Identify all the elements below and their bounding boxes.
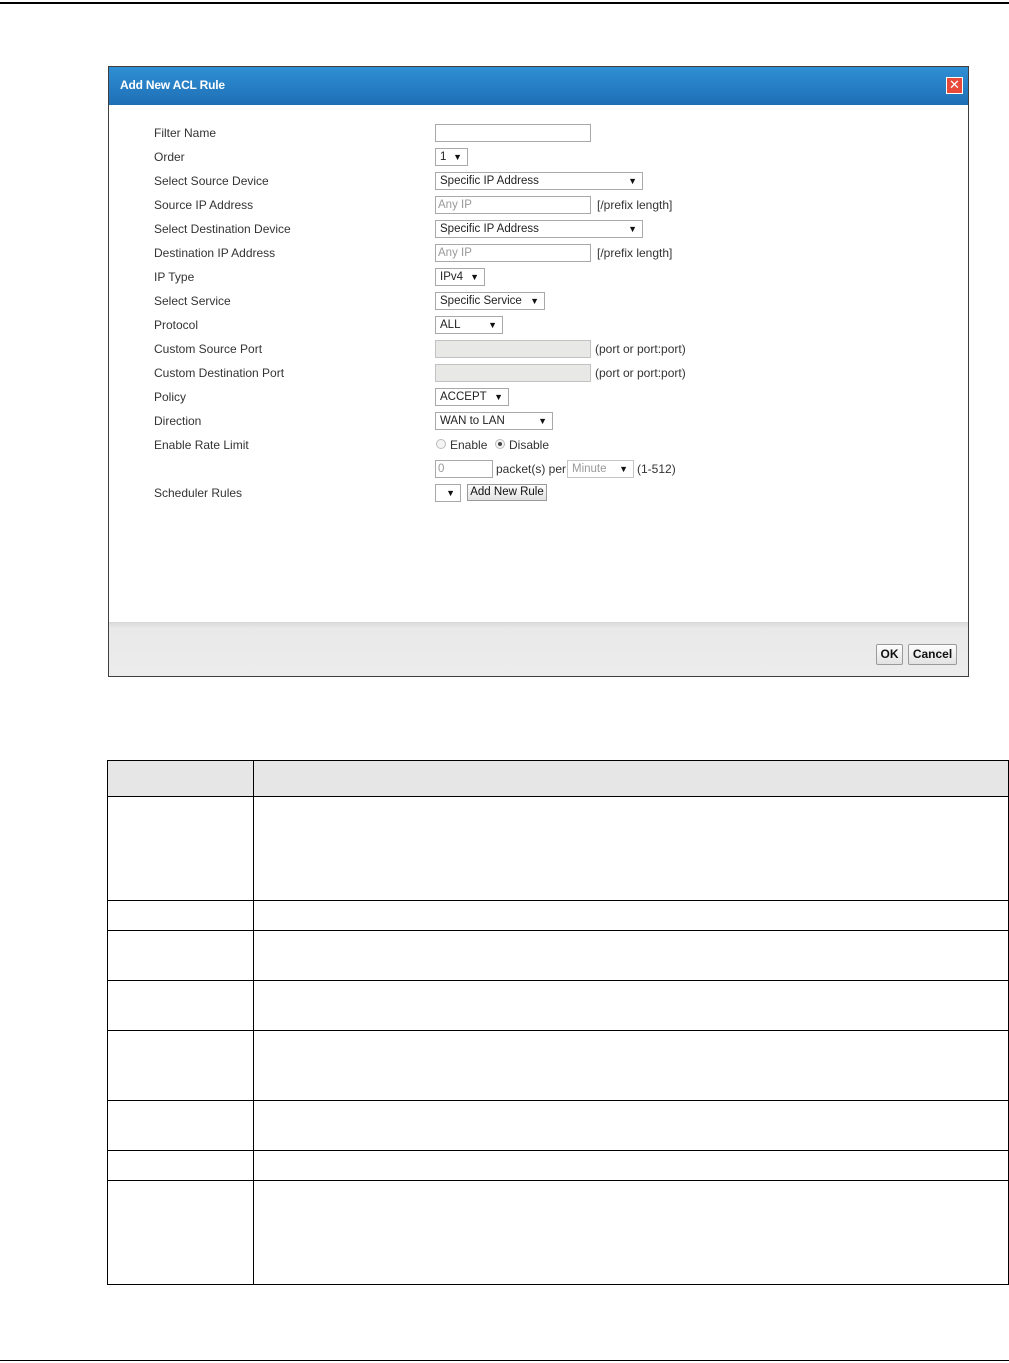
- chevron-down-icon: ▼: [628, 176, 637, 186]
- chevron-down-icon: ▼: [494, 392, 503, 402]
- chevron-down-icon: ▼: [453, 152, 462, 162]
- order-value: 1: [440, 151, 447, 163]
- dest-device-select[interactable]: [435, 220, 643, 238]
- rate-limit-enable-radio[interactable]: [436, 439, 446, 449]
- source-device-select[interactable]: [435, 172, 643, 190]
- cancel-button[interactable]: Cancel: [908, 644, 957, 665]
- table-row-divider: [108, 980, 1008, 981]
- custom-dest-port-input[interactable]: [435, 364, 591, 382]
- filter-name-label: Filter Name: [154, 126, 217, 140]
- custom-dest-port-hint: (port or port:port): [595, 366, 686, 380]
- direction-value: WAN to LAN: [440, 415, 505, 427]
- rate-limit-label: Enable Rate Limit: [154, 438, 249, 452]
- ok-button[interactable]: OK: [876, 644, 903, 665]
- rate-limit-disable-radio[interactable]: [495, 439, 505, 449]
- dest-ip-input[interactable]: Any IP: [435, 244, 591, 262]
- custom-dest-port-label: Custom Destination Port: [154, 366, 285, 380]
- direction-select[interactable]: [435, 412, 553, 430]
- dest-ip-label: Destination IP Address: [154, 246, 276, 260]
- chevron-down-icon: ▼: [488, 320, 497, 330]
- add-new-rule-button[interactable]: Add New Rule: [467, 484, 547, 501]
- table-row-divider: [108, 1180, 1008, 1181]
- rate-limit-disable-label: Disable: [509, 438, 550, 452]
- dialog-title-bar: [109, 67, 968, 105]
- page-top-rule: [0, 2, 1009, 4]
- ip-type-label: IP Type: [154, 270, 195, 284]
- chevron-down-icon: ▼: [619, 464, 628, 474]
- protocol-label: Protocol: [154, 318, 199, 332]
- protocol-value: ALL: [440, 319, 461, 331]
- dest-device-label: Select Destination Device: [154, 222, 291, 236]
- rate-packets-input[interactable]: 0: [435, 460, 493, 478]
- service-value: Specific Service: [440, 295, 522, 307]
- dialog-body: [109, 105, 968, 622]
- scheduler-label: Scheduler Rules: [154, 486, 243, 500]
- rate-unit-value: Minute: [572, 463, 607, 475]
- direction-label: Direction: [154, 414, 202, 428]
- source-device-value: Specific IP Address: [440, 175, 539, 187]
- dialog-footer: [109, 622, 968, 676]
- dest-device-value: Specific IP Address: [440, 223, 539, 235]
- policy-value: ACCEPT: [440, 391, 487, 403]
- policy-select[interactable]: [435, 388, 509, 406]
- rate-unit-select[interactable]: [567, 460, 634, 478]
- chevron-down-icon: ▼: [538, 416, 547, 426]
- policy-label: Policy: [154, 390, 187, 404]
- table-row-divider: [108, 1100, 1008, 1101]
- dialog-title: Add New ACL Rule: [120, 78, 225, 92]
- custom-source-port-input[interactable]: [435, 340, 591, 358]
- custom-source-port-label: Custom Source Port: [154, 342, 263, 356]
- table-column-divider: [253, 761, 254, 1284]
- service-select[interactable]: [435, 292, 545, 310]
- chevron-down-icon: ▼: [446, 488, 455, 498]
- source-ip-hint: [/prefix length]: [597, 198, 673, 212]
- close-icon[interactable]: ✕: [946, 77, 963, 94]
- scheduler-select[interactable]: [435, 484, 461, 502]
- dest-ip-hint: [/prefix length]: [597, 246, 673, 260]
- table-row-divider: [108, 1030, 1008, 1031]
- table-row-divider: [108, 900, 1008, 901]
- order-label: Order: [154, 150, 185, 164]
- source-device-label: Select Source Device: [154, 174, 269, 188]
- service-label: Select Service: [154, 294, 231, 308]
- table-header: [108, 761, 1008, 797]
- add-acl-rule-dialog: [108, 66, 969, 677]
- page-bottom-rule: [0, 1360, 1009, 1361]
- chevron-down-icon: ▼: [470, 272, 479, 282]
- order-select[interactable]: [435, 148, 468, 166]
- ip-type-select[interactable]: [435, 268, 485, 286]
- filter-name-input[interactable]: [435, 124, 591, 142]
- rate-range-text: (1-512): [637, 462, 676, 476]
- rate-packets-text: packet(s) per: [496, 462, 567, 476]
- custom-source-port-hint: (port or port:port): [595, 342, 686, 356]
- source-ip-label: Source IP Address: [154, 198, 254, 212]
- table-row-divider: [108, 930, 1008, 931]
- table-row-divider: [108, 1150, 1008, 1151]
- ip-type-value: IPv4: [440, 271, 464, 283]
- chevron-down-icon: ▼: [628, 224, 637, 234]
- source-ip-input[interactable]: Any IP: [435, 196, 591, 214]
- rate-limit-enable-label: Enable: [450, 438, 488, 452]
- field-description-table: [107, 760, 1009, 1285]
- chevron-down-icon: ▼: [530, 296, 539, 306]
- protocol-select[interactable]: [435, 316, 503, 334]
